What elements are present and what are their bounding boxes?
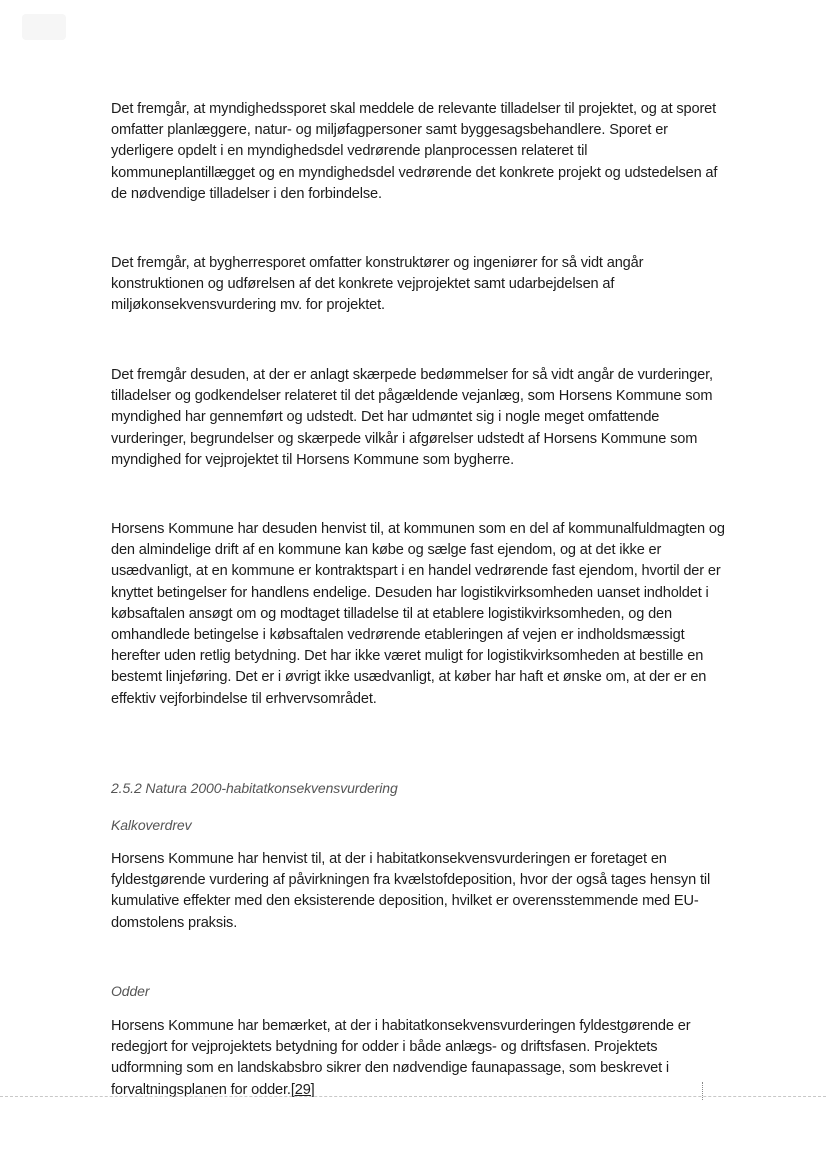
paragraph-myndighedssporet: Det fremgår, at myndighedssporet skal meddele de relevante tilladelser til projektet, og at sporet omfatter planlæggere, natur- og miljøfagpersoner samt byggesagsbehandlere. Sporet er yderligere opdelt i en myndighedsdel vedrørende planprocessen relateret til kommuneplantillægget og en myndighedsdel vedrørende det konkrete projekt og udstedelsen af de nødvendige tilladelser i den forbindelse. [111,101,718,202]
subheading-kalkoverdrev: Kalkoverdrev [111,817,192,833]
section-heading: 2.5.2 Natura 2000-habitatkonsekvensvurdering [111,780,398,796]
paragraph-odder-text: Horsens Kommune har bemærket, at der i habitatkonsekvensvurderingen fyldestgørende er redegjort for vejprojektets betydning for odder i både anlægs- og driftsfasen. Projektets udformning som en landskabsbro sikrer den nødvendige faunapassage, som beskrevet i forvaltningsplanen for odder. [111,1018,691,1098]
paragraph-kommunalfuldmagten: Horsens Kommune har desuden henvist til, at kommunen som en del af kommunalfuldmagten og den almindelige drift af en kommune kan købe og sælge fast ejendom, og at det ikke er usædvanligt, at en kommune er kontraktspart i en handel vedrørende fast ejendom, hvortil der er knyttet betingelser for handlens endelige. Desuden har logistikvirksomheden uanset indholdet i købsaftalen ansøgt om og modtaget tilladelse til at etablere logistikvirksomheden, og den omhandlede betingelse i købsaftalen vedrørende etableringen af vejen er indholdsmæssigt herefter uden retlig betydning. Det har ikke været muligt for logistikvirksomheden at bestille en bestemt linjeføring. Det er i øvrigt ikke usædvanligt, at køber har haft et ønske om, at der er en effektiv vejforbindelse til erhvervsområdet. [111,521,725,707]
margin-mark [702,1082,707,1100]
paragraph-kalkoverdrev: Horsens Kommune har henvist til, at der i habitatkonsekvensvurderingen er foretaget en fyldestgørende vurdering af påvirkningen fra kvælstofdeposition, hvor der også tages hensyn til kumulative effekter med den eksisterende deposition, hvilket er overensstemmende med EU-domstolens praksis. [111,851,711,931]
scan-smudge [22,14,66,40]
paragraph-bygherresporet: Det fremgår, at bygherresporet omfatter konstruktører og ingeniører for så vidt angår konstruktionen og udførelsen af det konkrete vejprojektet samt udarbejdelsen af miljøkonsekvensvurdering mv. for projektet. [111,255,644,314]
paragraph-skaerpede-bedoemmelser: Det fremgår desuden, at der er anlagt skærpede bedømmelser for så vidt angår de vurderinger, tilladelser og godkendelser relateret til det pågældende vejanlæg, som Horsens Kommune som myndighed har gennemført og udstedt. Det har udmøntet sig i nogle meget omfattende vurderinger, begrundelser og skærpede vilkår i afgørelser udstedt af Horsens Kommune som myndighed for vejprojektet til Horsens Kommune som bygherre. [111,367,713,468]
subheading-odder: Odder [111,983,150,999]
footnote-reference-link[interactable]: [29] [290,1081,315,1098]
paragraph-odder [111,1016,729,1101]
